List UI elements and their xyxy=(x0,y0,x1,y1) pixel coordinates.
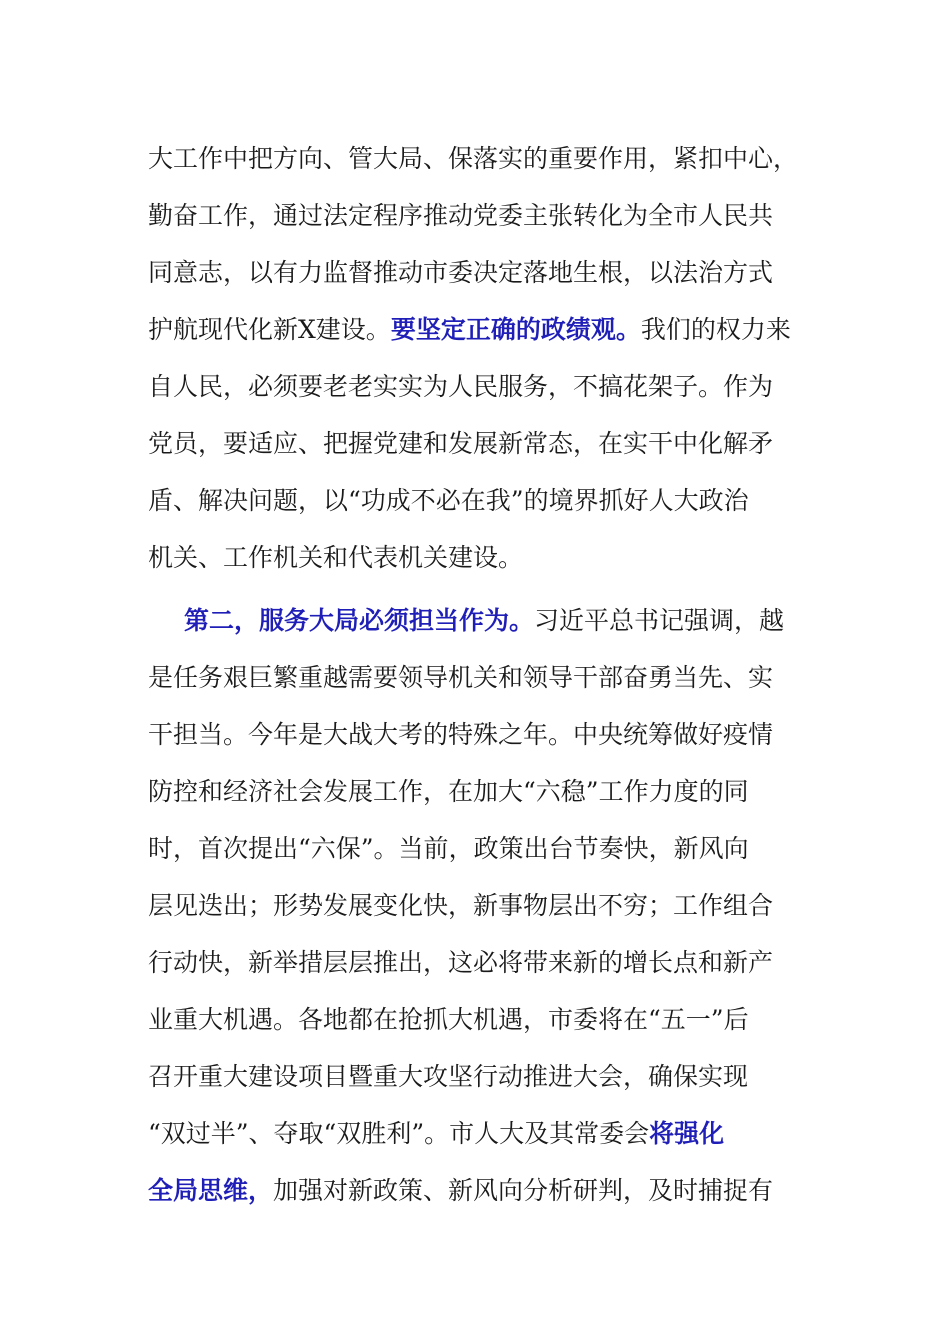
paragraph xyxy=(148,130,808,586)
body-text-run: 业重大机遇。各地都在抢抓大机遇，市委将在“五一”后 xyxy=(148,1005,749,1034)
text-line xyxy=(148,820,808,877)
body-text-run: 防控和经济社会发展工作，在加大“六稳”工作力度的同 xyxy=(148,777,749,806)
body-text-run: 层见迭出；形势发展变化快，新事物层出不穷；工作组合 xyxy=(148,891,774,920)
body-text-run: 勤奋工作，通过法定程序推动党委主张转化为全市人民共 xyxy=(148,201,774,230)
body-text-run: 党员，要适应、把握党建和发展新常态，在实干中化解矛 xyxy=(148,429,774,458)
body-text-run: 加强对新政策、新风向分析研判，及时捕捉有 xyxy=(273,1176,774,1205)
text-line xyxy=(148,934,808,991)
text-line xyxy=(148,1105,808,1162)
text-line xyxy=(148,763,808,820)
emphasis-text: 要坚定正确的政绩观。 xyxy=(390,315,641,344)
text-line xyxy=(148,592,808,649)
text-line xyxy=(148,415,808,472)
text-line xyxy=(148,358,808,415)
body-text-run: 习近平总书记强调，越 xyxy=(534,606,785,635)
body-text-run: 同意志，以有力监督推动市委决定落地生根，以法治方式 xyxy=(148,258,774,287)
text-line xyxy=(148,877,808,934)
text-line xyxy=(148,991,808,1048)
emphasis-text: 第二，服务大局必须担当作为。 xyxy=(184,606,535,635)
body-text-run: 自人民，必须要老老实实为人民服务，不搞花架子。作为 xyxy=(148,372,774,401)
paragraph xyxy=(148,592,808,1219)
text-line xyxy=(148,1048,808,1105)
body-text-run: 护航现代化新X建设。 xyxy=(148,315,391,344)
emphasis-text: 全局思维， xyxy=(148,1176,274,1205)
body-text-run: 行动快，新举措层层推出，这必将带来新的增长点和新产 xyxy=(148,948,774,977)
body-text-run: 我们的权力来 xyxy=(640,315,791,344)
text-line xyxy=(148,706,808,763)
emphasis-text: 将强化 xyxy=(649,1119,725,1148)
text-line xyxy=(148,244,808,301)
body-text-run: 召开重大建设项目暨重大攻坚行动推进大会，确保实现 xyxy=(148,1062,749,1091)
body-text-run: “双过半”、夺取“双胜利”。市人大及其常委会 xyxy=(148,1119,650,1148)
text-line xyxy=(148,529,808,586)
body-text-run: 机关、工作机关和代表机关建设。 xyxy=(148,543,524,572)
body-text-run: 干担当。今年是大战大考的特殊之年。中央统筹做好疫情 xyxy=(148,720,774,749)
text-line xyxy=(148,472,808,529)
text-line xyxy=(148,130,808,187)
body-text xyxy=(148,130,808,1219)
text-line xyxy=(148,187,808,244)
body-text-run: 大工作中把方向、管大局、保落实的重要作用，紧扣中心， xyxy=(148,144,799,173)
text-line xyxy=(148,649,808,706)
body-text-run: 是任务艰巨繁重越需要领导机关和领导干部奋勇当先、实 xyxy=(148,663,774,692)
body-text-run: 时，首次提出“六保”。当前，政策出台节奏快，新风向 xyxy=(148,834,749,863)
body-text-run: 盾、解决问题，以“功成不必在我”的境界抓好人大政治 xyxy=(148,486,749,515)
text-line xyxy=(148,1162,808,1219)
text-line xyxy=(148,301,808,358)
